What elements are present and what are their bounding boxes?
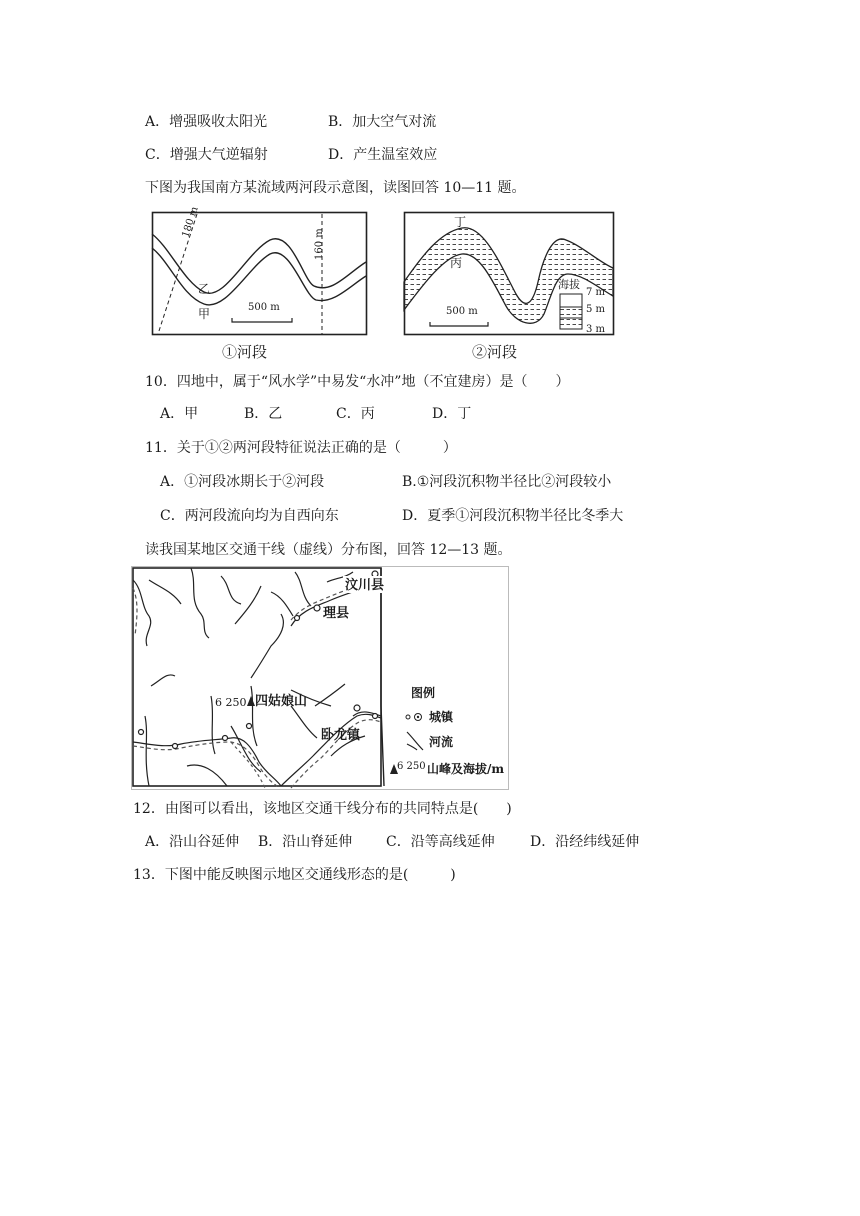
point-bing: 丙 bbox=[450, 256, 463, 270]
legend-river: 河流 bbox=[429, 735, 454, 749]
transport-map bbox=[131, 566, 509, 790]
q11-option-d: D．夏季①河段沉积物半径比冬季大 bbox=[402, 508, 624, 524]
q11-option-b: B.①河段沉积物半径比②河段较小 bbox=[402, 474, 612, 490]
q12-option-c: C．沿等高线延伸 bbox=[386, 834, 495, 850]
label-wolong: 卧龙镇 bbox=[321, 728, 361, 743]
q9-option-d: D．产生温室效应 bbox=[328, 147, 438, 163]
q13-stem: 13．下图中能反映图示地区交通线形态的是( ) bbox=[133, 867, 456, 883]
scale-label-2: 500 m bbox=[446, 306, 478, 317]
q10-option-b: B．乙 bbox=[244, 406, 283, 422]
elev-level-5: 5 m bbox=[586, 304, 606, 315]
q9-option-b: B．加大空气对流 bbox=[328, 114, 437, 130]
point-jia: 甲 bbox=[198, 307, 211, 321]
q10-option-d: D．丁 bbox=[432, 406, 472, 422]
legend-town: 城镇 bbox=[429, 710, 454, 724]
elev-legend-title: 海拔 bbox=[558, 278, 580, 291]
q9-option-a: A．增强吸收太阳光 bbox=[145, 114, 268, 130]
panel2-caption: ②河段 bbox=[472, 343, 518, 361]
q10-stem: 10．四地中，属于“风水学”中易发“水冲”地（不宜建房）是（ ） bbox=[145, 374, 570, 390]
q11-option-c: C．两河段流向均为自西向东 bbox=[160, 508, 339, 524]
intro-12-13: 读我国某地区交通干线（虚线）分布图，回答 12—13 题。 bbox=[145, 542, 512, 558]
q11-option-a: A．①河段冰期长于②河段 bbox=[160, 474, 325, 490]
legend-peak: 山峰及海拔/m bbox=[427, 762, 505, 776]
elev-level-7: 7 m bbox=[586, 287, 606, 298]
elev-level-3: 3 m bbox=[586, 324, 606, 335]
figure1-panel1 bbox=[152, 205, 367, 336]
point-ding: 丁 bbox=[454, 215, 467, 229]
scale-label-1: 500 m bbox=[248, 302, 280, 313]
elev-legend-box-high bbox=[560, 294, 582, 307]
label-siguniang: 四姑娘山 bbox=[255, 694, 308, 709]
q12-option-b: B．沿山脊延伸 bbox=[258, 834, 353, 850]
q10-option-c: C．丙 bbox=[336, 406, 375, 422]
label-wenchuan: 汶川县 bbox=[345, 578, 385, 593]
q12-option-d: D．沿经纬线延伸 bbox=[530, 834, 640, 850]
q11-stem: 11．关于①②两河段特征说法正确的是（ ） bbox=[145, 440, 457, 456]
label-lixian: 理县 bbox=[323, 606, 350, 621]
intro-10-11: 下图为我国南方某流域两河段示意图，读图回答 10—11 题。 bbox=[145, 180, 526, 196]
peak-elevation: 6 250 bbox=[215, 696, 247, 709]
figure2-panel2 bbox=[404, 212, 614, 336]
q12-stem: 12．由图可以看出，该地区交通干线分布的共同特点是( ) bbox=[133, 801, 512, 817]
q12-option-a: A．沿山谷延伸 bbox=[145, 834, 240, 850]
q9-option-c: C．增强大气逆辐射 bbox=[145, 147, 268, 163]
legend-peak-elevation: 6 250 bbox=[397, 761, 426, 772]
contour-160-label: 160 m bbox=[314, 228, 325, 260]
q10-option-a: A．甲 bbox=[160, 406, 199, 422]
legend-title: 图例 bbox=[411, 686, 436, 700]
panel1-caption: ①河段 bbox=[222, 343, 268, 361]
contour-180-label: 180 m bbox=[180, 205, 201, 239]
point-yi: 乙 bbox=[198, 282, 211, 296]
